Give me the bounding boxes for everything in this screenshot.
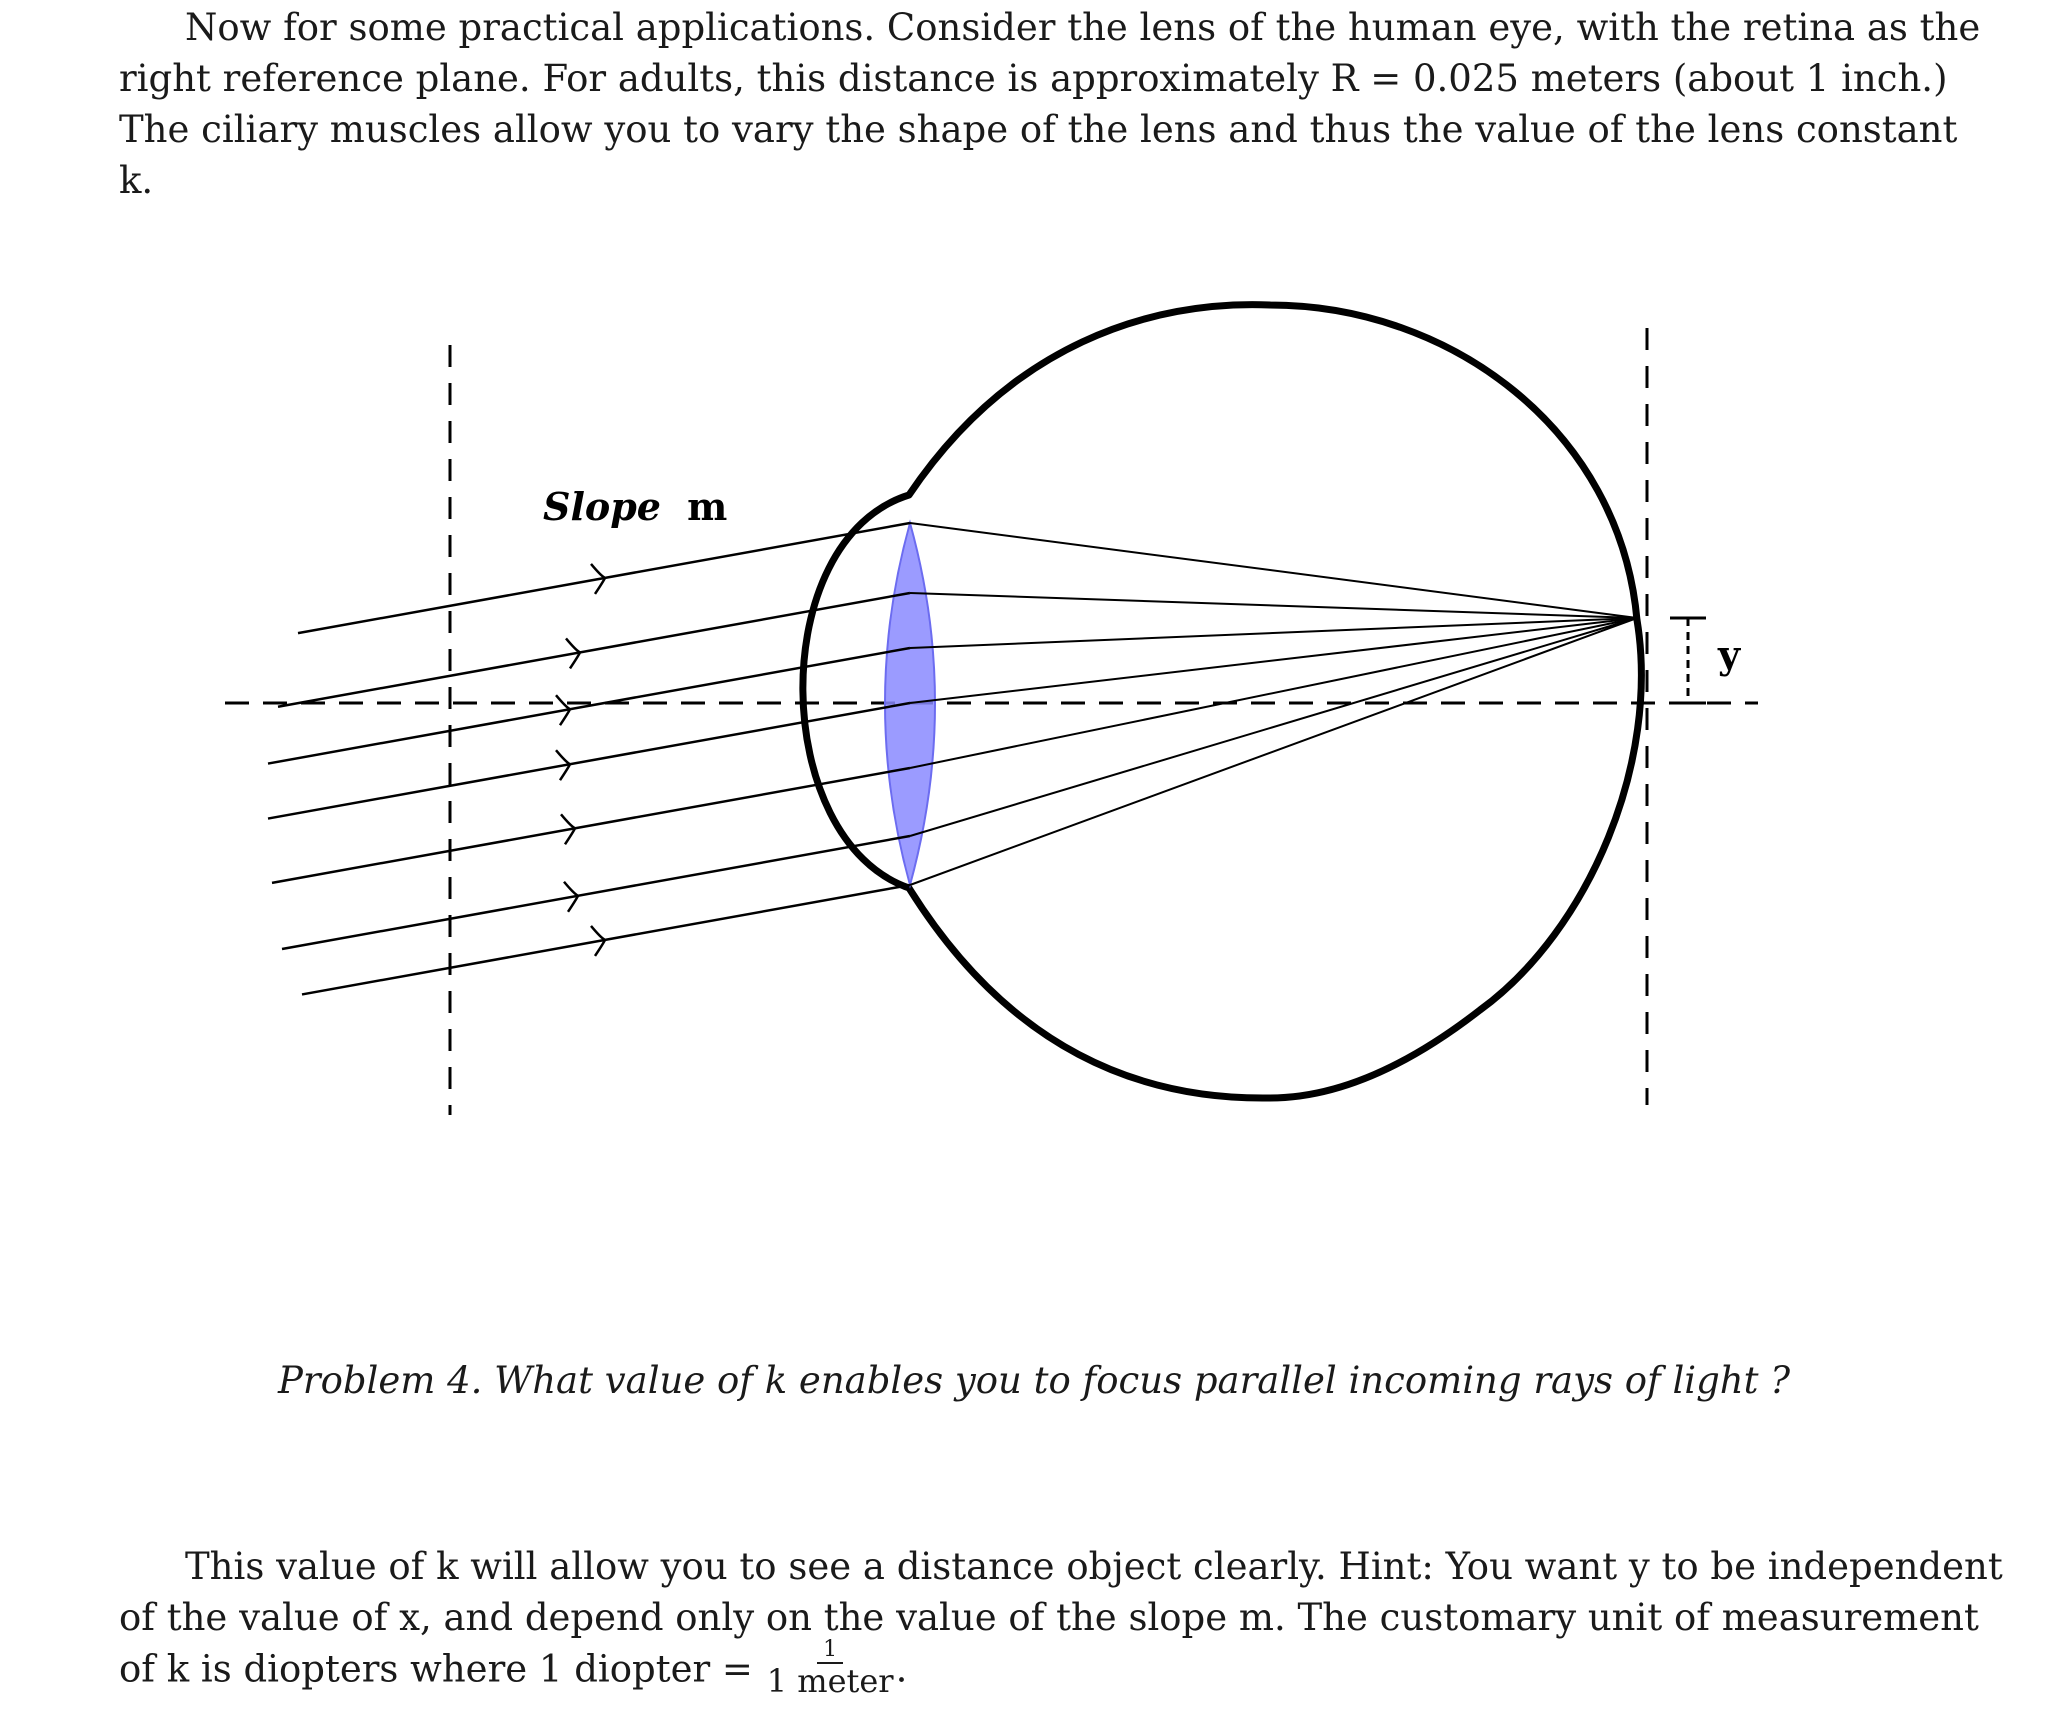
refracted-ray <box>910 618 1637 836</box>
incoming-ray <box>278 593 910 707</box>
refracted-ray <box>910 523 1637 618</box>
intro-line-4: k. <box>119 159 154 202</box>
refracted-ray <box>910 618 1637 768</box>
intro-line-2: right reference plane. For adults, this distance is approximately R = 0.025 meters (about 1 inch.) <box>119 57 1948 100</box>
hint-line-2: of the value of x, and depend only on the value of the slope m. The customary unit of measurement <box>119 1596 1979 1639</box>
hint-line-3 <box>119 1637 1935 1701</box>
incoming-ray <box>272 768 910 883</box>
slope-label <box>543 484 727 529</box>
hint-line-1: This value of k will allow you to see a distance object clearly. Hint: You want y to be independent <box>185 1545 2003 1588</box>
incoming-ray <box>268 648 910 764</box>
intro-line-3: The ciliary muscles allow you to vary the shape of the lens and thus the value of the lens constant <box>119 108 1958 151</box>
hint-paragraph <box>119 1541 2003 1701</box>
y-label: y <box>1718 632 1741 677</box>
intro-line-1: Now for some practical applications. Consider the lens of the human eye, with the retina as the <box>185 6 1981 49</box>
fraction-denominator: 1 meter <box>766 1662 894 1700</box>
slope-label-var: m <box>687 484 728 529</box>
refracted-ray <box>910 618 1637 703</box>
hint-line-3-text: of k is diopters where 1 diopter = <box>119 1647 753 1691</box>
refracted-ray <box>910 618 1637 885</box>
y-height-bracket <box>1670 618 1706 703</box>
fraction-numerator: 1 <box>817 1639 843 1664</box>
diopter-fraction <box>766 1637 894 1700</box>
refracted-ray <box>910 618 1637 648</box>
problem-statement: Problem 4. What value of k enables you to focus parallel incoming rays of light ? <box>278 1359 1791 1402</box>
hint-line-3-end: . <box>895 1647 908 1691</box>
refracted-ray <box>910 593 1637 618</box>
slope-label-word: Slope <box>543 484 661 529</box>
